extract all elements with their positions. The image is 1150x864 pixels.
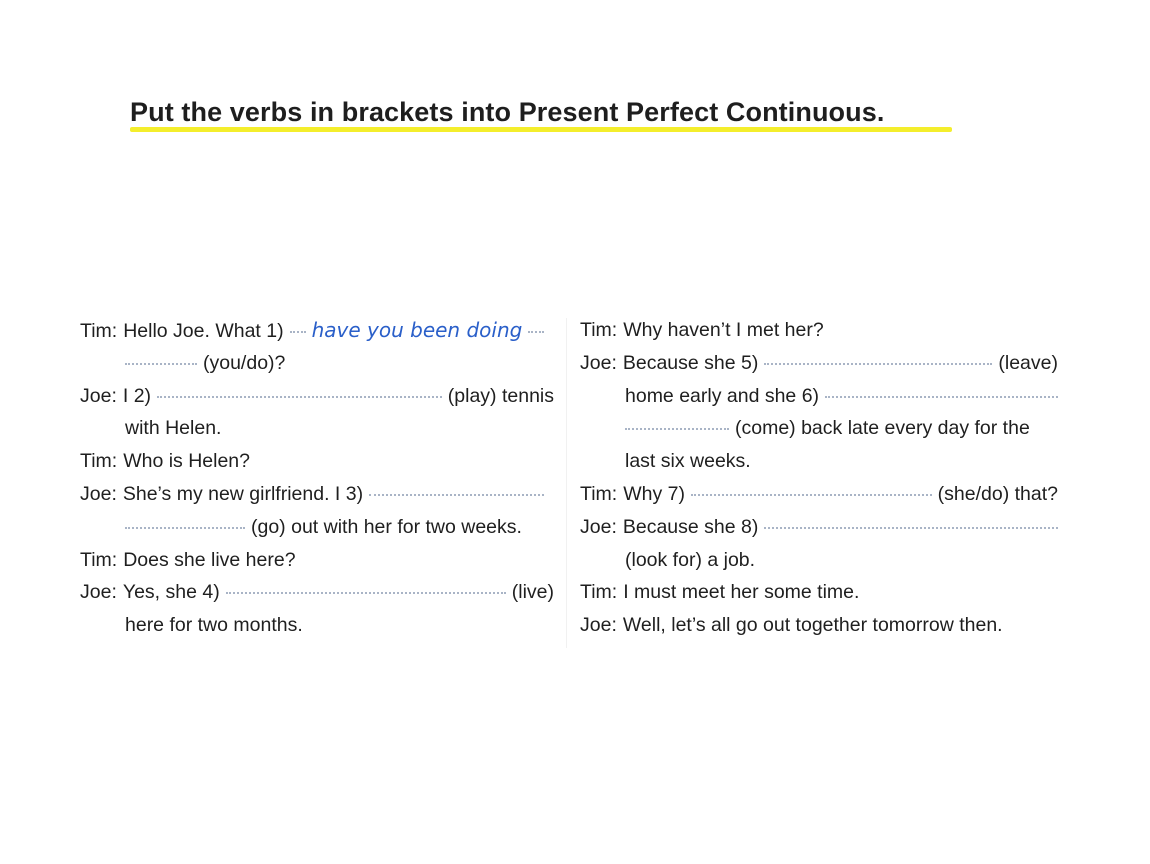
- dialogue-line: [80, 544, 554, 577]
- verb-hint: (play) tennis: [447, 384, 554, 407]
- dialogue-line: [80, 576, 554, 609]
- speaker-label: Tim:: [580, 319, 618, 341]
- dialogue-line: [580, 576, 1058, 609]
- verb-hint: (she/do) that?: [937, 482, 1058, 505]
- answer-blank-3-continued[interactable]: [125, 527, 245, 529]
- verb-hint: (live): [511, 581, 554, 604]
- line-text: Because she 8): [622, 515, 759, 538]
- dialogue-line: [580, 347, 1058, 380]
- dialogue-line: [80, 445, 554, 478]
- dialogue-line: [80, 347, 554, 380]
- verb-hint: (leave): [998, 351, 1058, 374]
- line-text: Because she 5): [622, 351, 759, 374]
- verb-hint: (you/do)?: [203, 351, 286, 374]
- dialogue-line: [580, 544, 1058, 577]
- line-text: I must meet her some time.: [623, 581, 860, 604]
- speaker-label: Joe:: [80, 482, 117, 505]
- speaker-label: Joe:: [80, 384, 117, 407]
- dialogue-line: [580, 609, 1058, 642]
- dialogue-line: [580, 478, 1058, 511]
- answer-blank-1-filled[interactable]: have you been doing: [311, 318, 523, 342]
- exercise-title: Put the verbs in brackets into Present Perfect Continuous.: [130, 97, 885, 127]
- dialogue-line: [80, 511, 554, 544]
- verb-hint: (look for) a job.: [625, 548, 756, 571]
- answer-blank-1-trail: [528, 331, 544, 333]
- dialogue-column-left: [80, 314, 554, 642]
- speaker-label: Tim:: [80, 548, 118, 571]
- dialogue-line: [580, 314, 1058, 347]
- line-text: with Helen.: [125, 417, 222, 440]
- dialogue-line: [80, 609, 554, 642]
- exercise-heading: [130, 94, 952, 132]
- line-text: She’s my new girlfriend. I 3): [122, 482, 364, 505]
- dialogue-line: [80, 380, 554, 413]
- speaker-label: Joe:: [580, 614, 617, 637]
- answer-blank-2[interactable]: [157, 396, 442, 398]
- dialogue-line: [80, 314, 554, 347]
- speaker-label: Joe:: [580, 351, 617, 374]
- line-text: Hello Joe. What 1): [123, 320, 284, 342]
- dialogue-line: [580, 412, 1058, 445]
- speaker-label: Joe:: [580, 515, 617, 538]
- line-text: Well, let’s all go out together tomorrow then.: [622, 614, 1003, 637]
- verb-hint: (come) back late every day for the: [735, 417, 1030, 440]
- line-text: home early and she 6): [625, 384, 820, 407]
- line-text: Does she live here?: [123, 548, 296, 571]
- speaker-label: Tim:: [580, 482, 618, 505]
- speaker-label: Tim:: [80, 450, 118, 473]
- column-divider: [566, 318, 567, 648]
- line-text: Who is Helen?: [123, 450, 250, 473]
- dialogue-line: [580, 380, 1058, 413]
- answer-blank-3[interactable]: [369, 494, 544, 496]
- speaker-label: Joe:: [80, 581, 117, 604]
- answer-blank-5[interactable]: [764, 363, 992, 365]
- dialogue-line: [80, 478, 554, 511]
- dialogue-line: [580, 445, 1058, 478]
- dialogue-column-right: [580, 314, 1058, 642]
- line-text: Why 7): [623, 482, 685, 505]
- speaker-label: Tim:: [80, 320, 118, 342]
- verb-hint: (go) out with her for two weeks.: [251, 515, 522, 538]
- dialogue-line: [80, 412, 554, 445]
- answer-blank-6-continued[interactable]: [625, 428, 729, 430]
- line-text: last six weeks.: [625, 450, 751, 473]
- line-text: Yes, she 4): [122, 581, 220, 604]
- answer-blank-4[interactable]: [226, 592, 506, 594]
- line-text: here for two months.: [125, 614, 303, 637]
- answer-blank-6[interactable]: [825, 396, 1058, 398]
- answer-blank-1-lead: [290, 331, 306, 333]
- line-text: I 2): [122, 384, 152, 407]
- dialogue-line: [580, 511, 1058, 544]
- answer-blank-7[interactable]: [691, 494, 932, 496]
- speaker-label: Tim:: [580, 581, 618, 604]
- line-text: Why haven’t I met her?: [623, 319, 824, 341]
- answer-blank-8[interactable]: [764, 527, 1058, 529]
- answer-blank-1-continued: [125, 363, 197, 365]
